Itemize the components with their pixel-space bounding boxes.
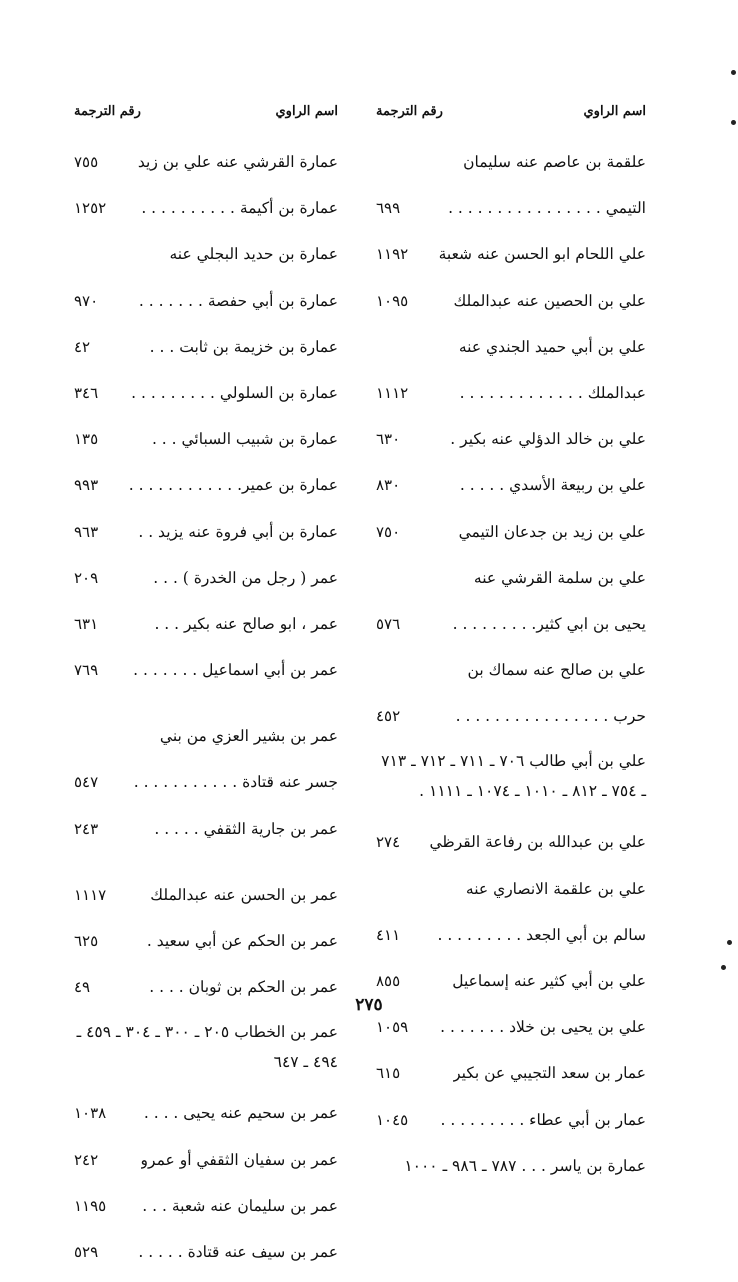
narrator-entry (74, 331, 338, 377)
narrator-name: عمارة بن ياسر . . . ٧٨٧ ـ ٩٨٦ ـ ١٠٠٠ (404, 1156, 646, 1175)
narrator-entry (376, 700, 646, 746)
biography-number: ١١١٢ (376, 383, 409, 402)
biography-number: ١٠٥٩ (376, 1018, 409, 1037)
column-header (376, 104, 646, 126)
narrator-entry (376, 469, 646, 515)
biography-number: ٢٠٩ (74, 568, 99, 587)
biography-number: ٦٣٠ (376, 430, 401, 449)
biography-number: ٥٤٧ (74, 773, 99, 792)
margin-mark (727, 940, 732, 945)
narrator-entry (376, 826, 646, 872)
biography-number: ٨٣٠ (376, 476, 401, 495)
narrator-name: علي بن علقمة الانصاري عنه (465, 879, 646, 898)
narrator-entry (74, 238, 338, 284)
narrator-entry (376, 516, 646, 562)
narrator-name: يحيى بن ابي كثير. . . . . . . . . (452, 614, 646, 633)
narrator-entry (74, 469, 338, 515)
page-number: ٢٧٥ (355, 995, 383, 1015)
narrator-entry (74, 562, 338, 608)
biography-number: ٢٤٢ (74, 1150, 99, 1169)
narrator-name: عمارة القرشي عنه علي بن زيد (137, 153, 338, 171)
biography-number: ١٠٤٥ (376, 1110, 409, 1129)
narrator-entry (376, 146, 646, 192)
narrator-name: علقمة بن عاصم عنه سليمان (463, 153, 646, 171)
narrator-entry (376, 1057, 646, 1103)
narrator-entry (74, 1236, 338, 1282)
narrator-entry (376, 1011, 646, 1057)
narrator-name: علي اللحام ابو الحسن عنه شعبة (438, 245, 646, 264)
narrator-name: عمر بن سحيم عنه يحيى . . . . (143, 1104, 338, 1123)
biography-number: ١١١٧ (74, 885, 107, 904)
biography-number: ٣٤٦ (74, 383, 99, 402)
narrator-name: عمر بن سليمان عنه شعبة . . . (142, 1196, 338, 1215)
section-spacer (74, 859, 338, 879)
biography-number: ٧٥٠ (376, 522, 401, 541)
narrator-name: سالم بن أبي الجعد . . . . . . . . . (437, 925, 646, 944)
section-spacer (74, 700, 338, 720)
biography-number: ٤٥٢ (376, 707, 401, 726)
biography-number: ٢٤٣ (74, 819, 99, 838)
narrator-entry (376, 331, 646, 377)
section-spacer (376, 806, 646, 826)
biography-number: ٨٥٥ (376, 972, 401, 990)
narrator-entry (376, 608, 646, 654)
narrator-entry (376, 1150, 646, 1196)
narrator-entry (74, 813, 338, 859)
narrator-name: عمر بن سفيان الثقفي أو عمرو (140, 1150, 338, 1169)
narrator-name: حرب . . . . . . . . . . . . . . . . (455, 707, 646, 726)
narrator-entry (376, 873, 646, 919)
narrator-entry (74, 1190, 338, 1236)
narrator-entry (376, 562, 646, 608)
narrator-entry (74, 377, 338, 423)
narrator-entry (376, 238, 646, 284)
narrator-name: علي بن ربيعة الأسدي . . . . . (459, 476, 646, 495)
biography-number: ٥٢٩ (74, 1242, 99, 1261)
biography-number: ٦١٥ (376, 1064, 401, 1083)
narrator-name: علي بن يحيى بن خلاد . . . . . . . (440, 1018, 646, 1037)
narrator-entry (376, 654, 646, 700)
biography-number: ٧٦٩ (74, 661, 99, 680)
narrator-name: عمار بن سعد التجيبي عن بكير (453, 1064, 646, 1083)
biography-number: ٤٩ (74, 978, 91, 997)
narrator-name: عمر بن بشير العزي من بني (159, 727, 338, 746)
narrator-entry (74, 1017, 338, 1077)
biography-number: ٦٣١ (74, 614, 99, 633)
narrator-name: عمر ، ابو صالح عنه بكير . . . (154, 614, 338, 633)
header-narrator-name: اسم الراوي (275, 104, 338, 119)
header-biography-number: رقم الترجمة (74, 104, 141, 119)
narrator-name: عمار بن أبي عطاء . . . . . . . . . (440, 1110, 646, 1129)
narrator-entry (376, 285, 646, 331)
column-header (74, 104, 338, 126)
section-spacer (74, 1077, 338, 1097)
narrator-entry (376, 1104, 646, 1150)
narrator-name: عمر بن الحسن عنه عبدالملك (150, 885, 338, 904)
biography-number: ١٢٥٢ (74, 199, 107, 218)
narrator-name: عمر بن أبي اسماعيل . . . . . . . (133, 661, 338, 680)
narrator-name: عمر بن جارية الثقفي . . . . . (154, 819, 338, 838)
narrator-name: علي بن الحصين عنه عبدالملك (453, 291, 646, 310)
biography-number: ٤٢ (74, 337, 91, 356)
narrator-name: عمارة بن أكيمة . . . . . . . . . . (141, 199, 338, 218)
biography-number: ١٠٩٥ (376, 291, 409, 310)
biography-number: ٢٧٤ (376, 833, 401, 852)
narrator-entry (74, 608, 338, 654)
narrator-entry (74, 720, 338, 766)
narrator-name: جسر عنه قتادة . . . . . . . . . . . (133, 773, 338, 792)
narrator-entry (74, 654, 338, 700)
biography-number: ١١٩٢ (376, 245, 409, 264)
biography-number: ١٣٥ (74, 430, 99, 449)
margin-mark (731, 120, 736, 125)
narrator-entry (74, 1097, 338, 1143)
narrator-name: علي بن أبي حميد الجندي عنه (458, 337, 646, 356)
narrator-entry (376, 377, 646, 423)
narrator-entry (376, 423, 646, 469)
biography-number: ١١٩٥ (74, 1196, 107, 1215)
narrator-name: عمر بن الحكم بن ثوبان . . . . (149, 978, 338, 997)
narrator-name: عمر بن الخطاب ٢٠٥ ـ ٣٠٠ ـ ٣٠٤ ـ ٤٥٩ ـ ٤٩٤ ـ ٦٤٧ (76, 1023, 338, 1072)
narrator-entry (376, 746, 646, 806)
narrator-name: علي بن عبدالله بن رفاعة القرظي (429, 833, 646, 852)
narrator-name: عمارة بن أبي حفصة . . . . . . . (138, 291, 338, 310)
narrator-entry (376, 192, 646, 238)
narrator-name: عمارة بن حديد البجلي عنه (169, 245, 338, 264)
narrator-name: عمر بن سيف عنه قتادة . . . . . (138, 1242, 338, 1261)
narrator-entry (74, 925, 338, 971)
narrator-entry (74, 192, 338, 238)
narrator-entry (74, 146, 338, 192)
narrator-name: عبدالملك . . . . . . . . . . . . . (459, 383, 646, 402)
narrator-entry (74, 879, 338, 925)
narrator-name: علي بن سلمة القرشي عنه (473, 568, 646, 587)
narrator-entry (74, 285, 338, 331)
narrator-entry (74, 1144, 338, 1190)
narrator-name: عمارة بن خزيمة بن ثابت . . . (149, 337, 338, 356)
narrator-name: التيمي . . . . . . . . . . . . . . . . (448, 199, 646, 218)
narrator-name: عمارة بن شبيب السبائي . . . (151, 430, 338, 449)
biography-number: ١٠٣٨ (74, 1104, 107, 1123)
biography-number: ٩٦٣ (74, 522, 99, 541)
margin-mark (731, 70, 736, 75)
narrator-name: علي بن صالح عنه سماك بن (467, 661, 646, 680)
narrator-name: عمارة بن السلولي . . . . . . . . . (131, 383, 338, 402)
narrator-list (74, 146, 338, 1282)
biography-number: ٦٢٥ (74, 932, 99, 950)
narrator-name: علي بن خالد الدؤلي عنه بكير . (450, 430, 646, 449)
margin-mark (721, 965, 726, 970)
narrator-name: علي بن زيد بن جدعان التيمي (458, 522, 646, 541)
biography-number: ٩٧٠ (74, 291, 99, 310)
biography-number: ٥٧٦ (376, 614, 401, 633)
narrator-name: عمر بن الحكم عن أبي سعيد . (146, 932, 338, 950)
biography-number: ٤١١ (376, 925, 401, 944)
narrator-entry (74, 516, 338, 562)
narrator-column-left (74, 104, 338, 1282)
narrator-entry (74, 766, 338, 812)
header-narrator-name: اسم الراوي (583, 104, 646, 119)
narrator-name: علي بن أبي طالب ٧٠٦ ـ ٧١١ ـ ٧١٢ ـ ٧١٣ ـ ٧٥٤ ـ ٨١٢ ـ ١٠١٠ ـ ١٠٧٤ ـ ١١١١ . (381, 752, 646, 801)
biography-number: ٩٩٣ (74, 476, 99, 495)
header-biography-number: رقم الترجمة (376, 104, 443, 119)
narrator-name: عمارة بن عمير. . . . . . . . . . . . (128, 476, 338, 495)
narrator-entry (74, 423, 338, 469)
narrator-entry (376, 919, 646, 965)
biography-number: ٧٥٥ (74, 153, 99, 171)
biography-number: ٦٩٩ (376, 199, 401, 218)
narrator-name: علي بن أبي كثير عنه إسماعيل (452, 972, 646, 990)
narrator-name: عمر ( رجل من الخدرة ) . . . (153, 568, 338, 587)
narrator-column-right (376, 104, 646, 1196)
narrator-list (376, 146, 646, 1196)
narrator-name: عمارة بن أبي فروة عنه يزيد . . (138, 522, 338, 541)
